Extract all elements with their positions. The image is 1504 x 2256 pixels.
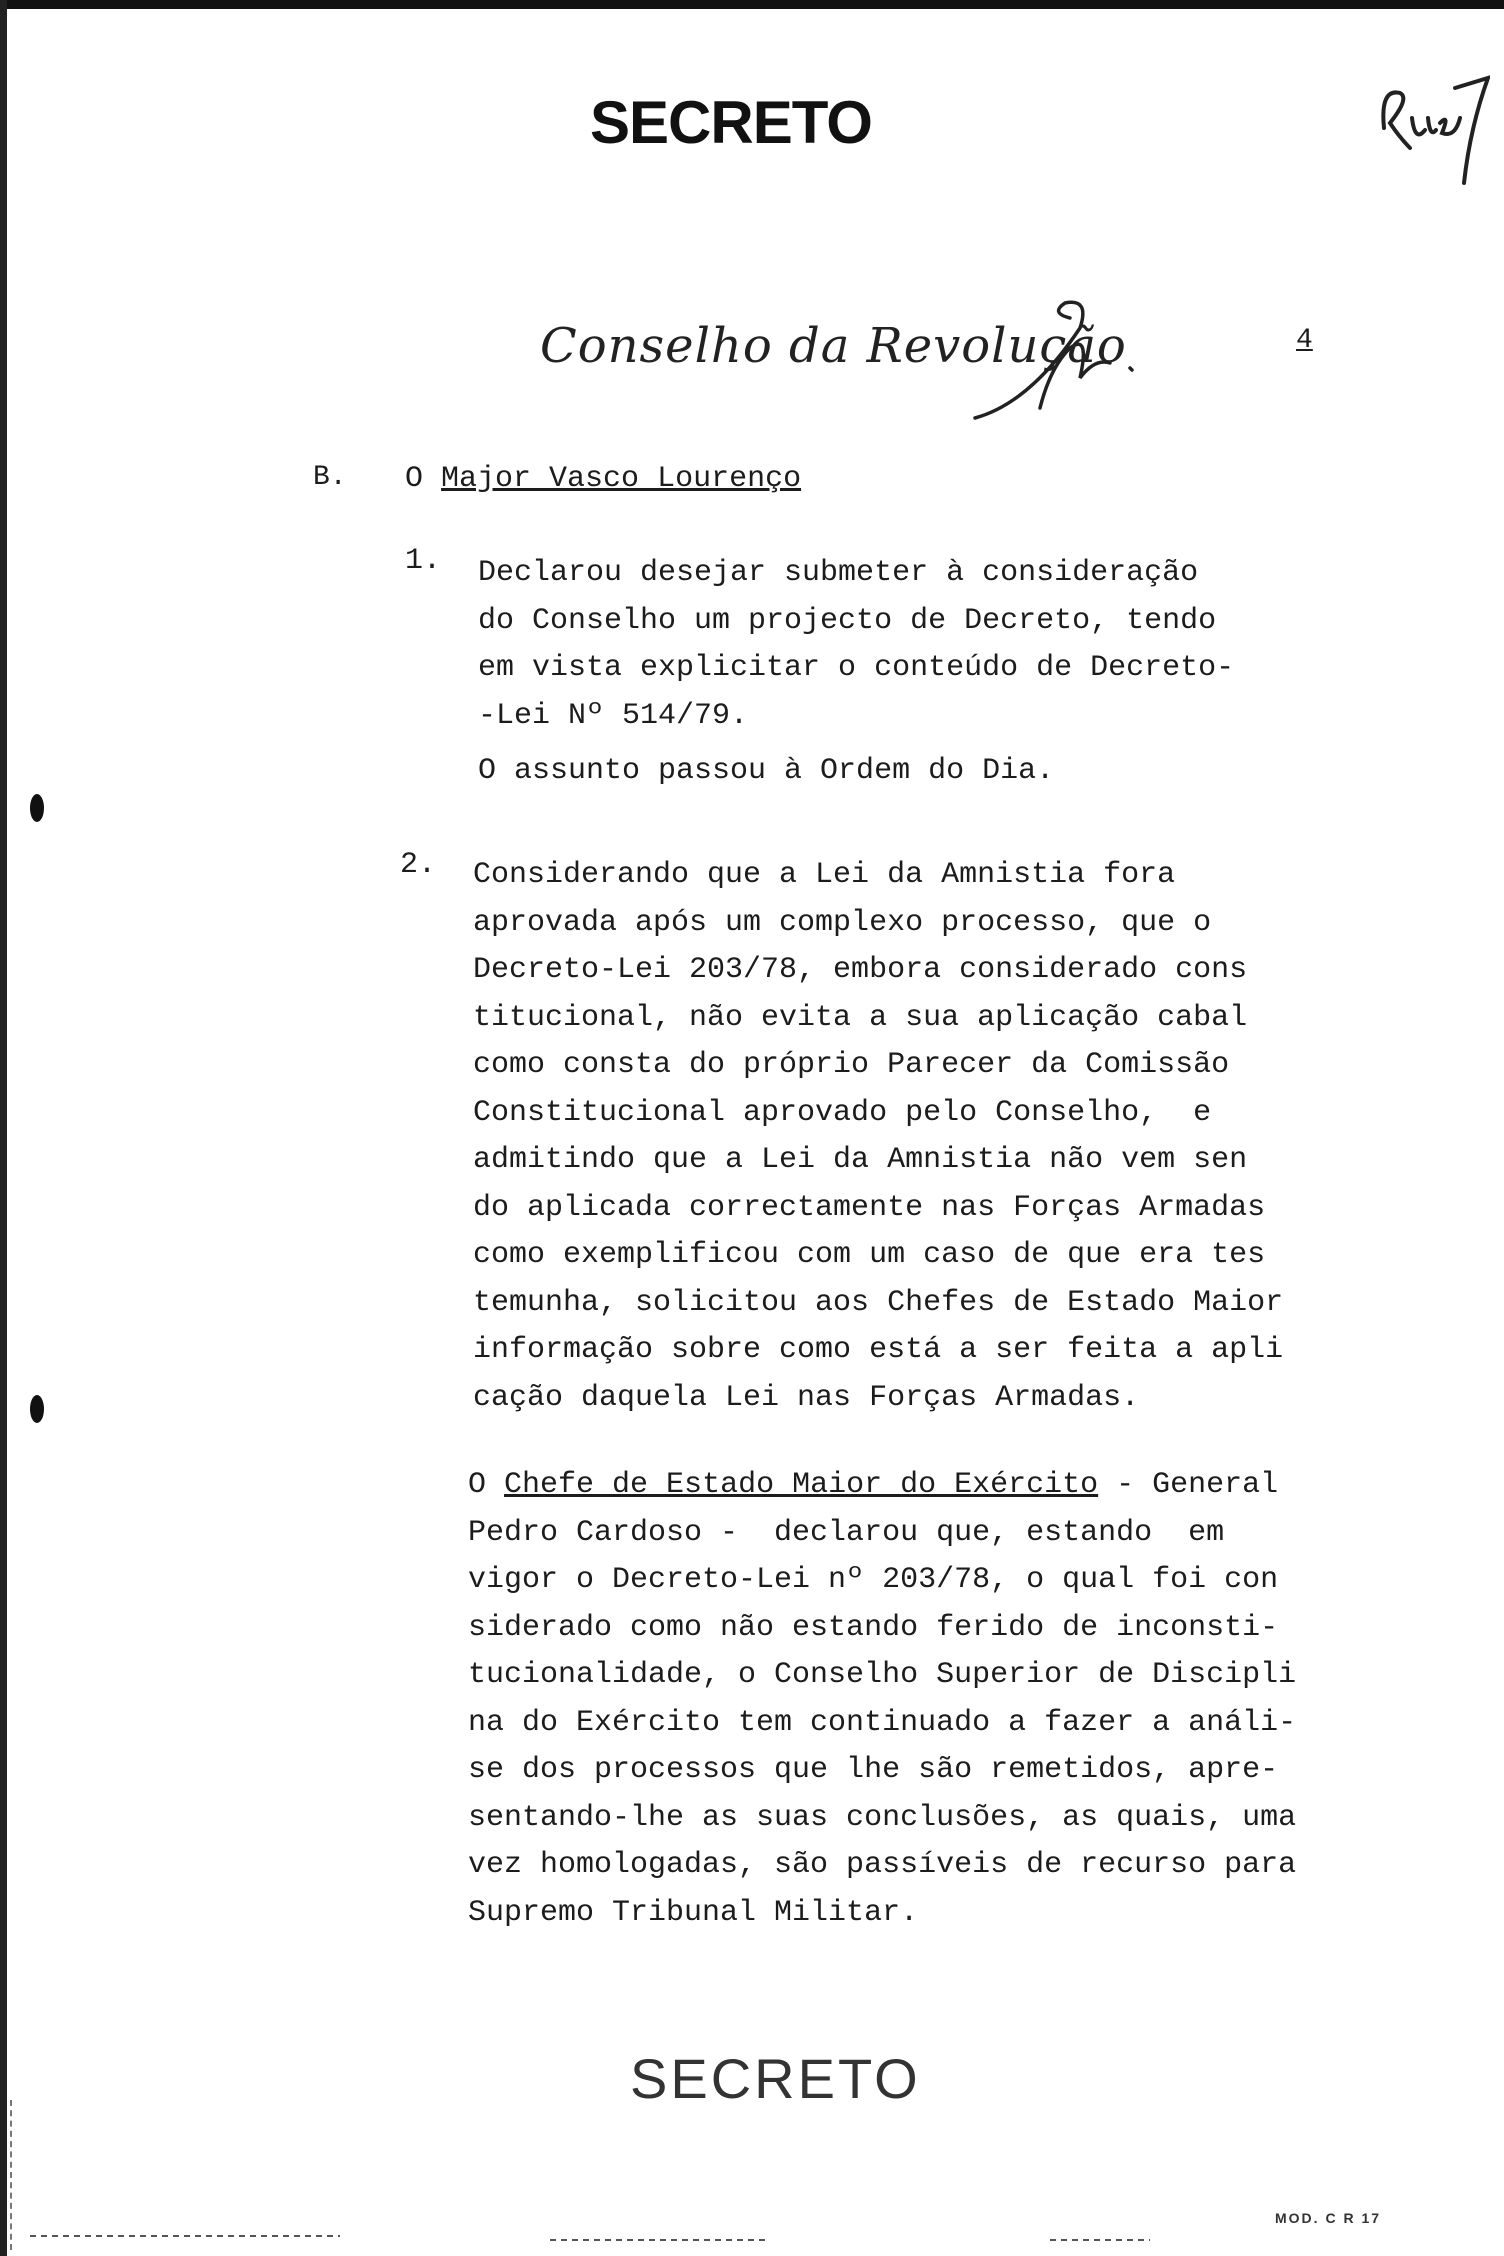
item-2-line: titucional, não evita a sua aplicação cabal <box>473 1000 1248 1035</box>
handwritten-initials <box>1370 68 1490 198</box>
punch-hole <box>30 794 44 822</box>
item-2-line: Considerando que a Lei da Amnistia fora <box>473 858 1176 892</box>
scan-artifact <box>10 2100 14 2250</box>
section-prefix: O <box>405 462 424 496</box>
item-1-line: Declarou desejar submeter à consideração <box>478 556 1199 590</box>
page-number: 4 <box>1296 325 1313 356</box>
item-2-line: cação daquela Lei nas Forças Armadas. <box>473 1380 1140 1415</box>
item-2-line: como consta do próprio Parecer da Comissão <box>473 1048 1230 1082</box>
item-1-paragraph <box>478 550 1234 740</box>
item-1-line: -Lei Nº 514/79. <box>478 698 749 733</box>
response-line: Pedro Cardoso - declarou que, estando em <box>468 1515 1225 1550</box>
item-2-line: do aplicada correctamente nas Forças Armadas <box>473 1190 1266 1225</box>
scan-border-left <box>0 0 7 2256</box>
response-paragraph <box>468 1462 1296 1937</box>
section-person-name: Major Vasco Lourenço <box>441 462 802 496</box>
response-speaker: Chefe de Estado Maior do Exército <box>504 1468 1099 1502</box>
item-1-note: O assunto passou à Ordem do Dia. <box>478 754 1055 788</box>
form-code: MOD. C R 17 <box>1275 2210 1382 2226</box>
classification-stamp-bottom: SECRETO <box>630 2047 921 2110</box>
item-2-line: informação sobre como está a ser feita a apli <box>473 1333 1284 1367</box>
item-1-line: em vista explicitar o conteúdo de Decreto- <box>478 651 1235 685</box>
handwritten-signature <box>970 288 1140 428</box>
item-2-paragraph <box>473 852 1283 1422</box>
item-number-1: 1. <box>405 544 442 578</box>
item-2-line: aprovada após um complexo processo, que o <box>473 905 1212 940</box>
item-2-line: Constitucional aprovado pelo Conselho, e <box>473 1095 1212 1130</box>
item-2-line: temunha, solicitou aos Chefes de Estado Maior <box>473 1285 1284 1320</box>
classification-stamp-top: SECRETO <box>590 89 872 156</box>
section-person <box>405 462 801 496</box>
scan-specks <box>0 2230 1504 2250</box>
response-line: siderado como não estando ferido de inconsti- <box>468 1610 1279 1645</box>
section-letter: B. <box>313 462 347 493</box>
response-prefix: O <box>468 1468 487 1502</box>
punch-hole <box>30 1395 44 1423</box>
item-2-line: admitindo que a Lei da Amnistia não vem sen <box>473 1143 1248 1177</box>
item-2-line: Decreto-Lei 203/78, embora considerado cons <box>473 953 1248 987</box>
response-line: tucionalidade, o Conselho Superior de Discipli <box>468 1658 1297 1692</box>
item-number-2: 2. <box>400 848 437 882</box>
item-2-line: como exemplificou com um caso de que era tes <box>473 1238 1266 1272</box>
response-first-line <box>468 1462 1296 1510</box>
response-line: vez homologadas, são passíveis de recurso para <box>468 1848 1297 1882</box>
response-line: Supremo Tribunal Militar. <box>468 1895 919 1930</box>
response-line: na do Exército tem continuado a fazer a análi- <box>468 1705 1297 1740</box>
response-line: se dos processos que lhe são remetidos, apre- <box>468 1753 1279 1787</box>
response-line: vigor o Decreto-Lei nº 203/78, o qual foi con <box>468 1563 1279 1597</box>
response-line: sentando-lhe as suas conclusões, as quais, uma <box>468 1800 1297 1835</box>
scan-border-top <box>0 0 1504 9</box>
response-first-line-rest: - General <box>1098 1468 1279 1502</box>
item-1-line: do Conselho um projecto de Decreto, tendo <box>478 603 1217 638</box>
letterhead: Conselho da Revolução <box>540 318 1127 374</box>
